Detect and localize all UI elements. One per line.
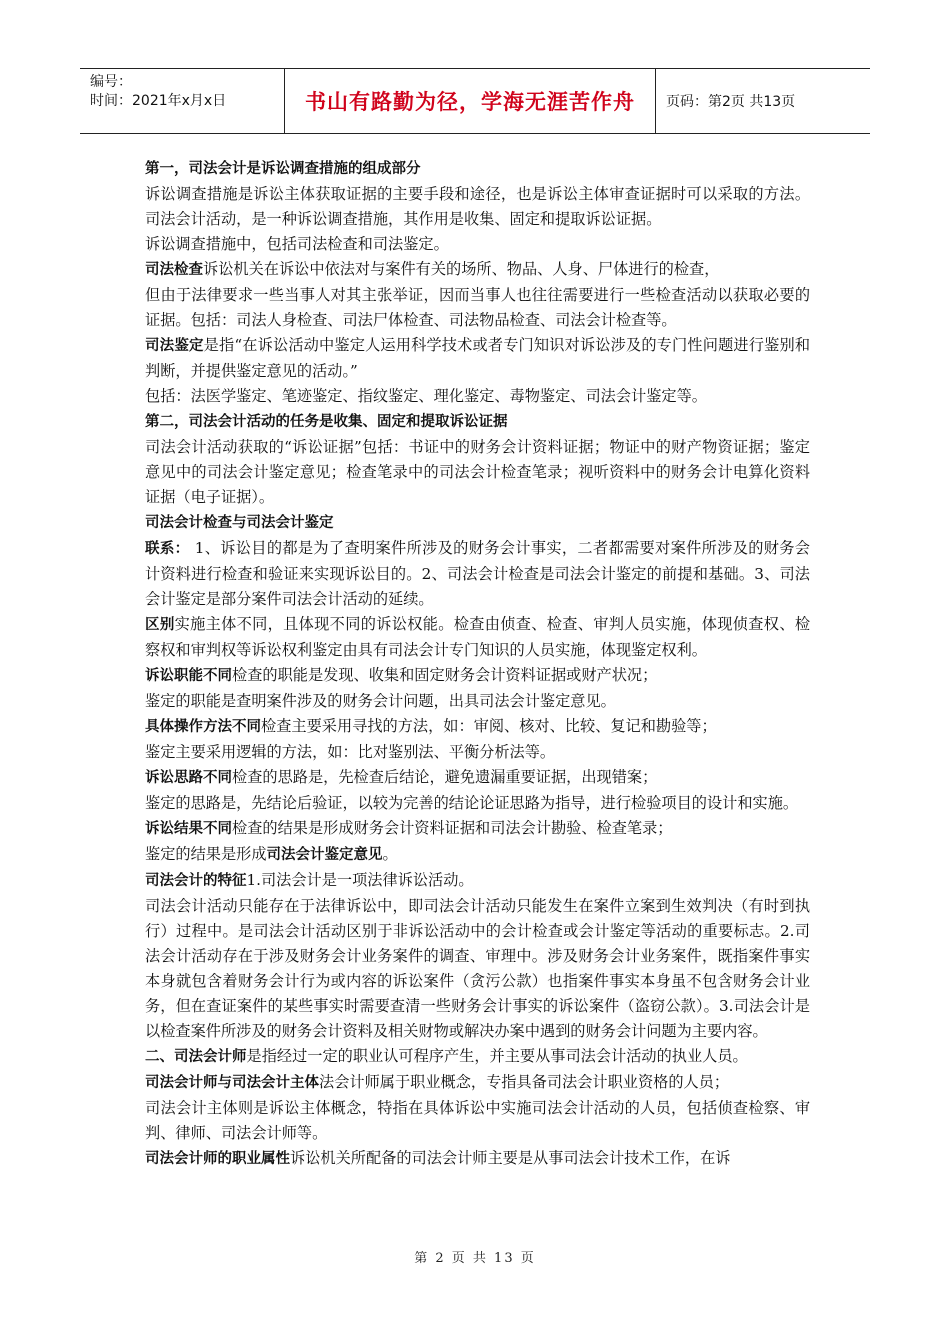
paragraph	[145, 714, 810, 740]
paragraph-text: 但由于法律要求一些当事人对其主张举证，因而当事人也往往需要进行一些检查活动以获取必要的证据。包括：司法人身检查、司法尸体检查、司法物品检查、司法会计检查等。	[145, 286, 810, 329]
paragraph	[145, 333, 810, 384]
bold-heading: 联系：	[145, 541, 190, 557]
paragraph-text: 检查的思路是，先检查后结论，避免遗漏重要证据，出现错案；	[232, 768, 658, 786]
header-motto: 书山有路勤为径，学海无涯苦作舟	[285, 69, 656, 133]
paragraph	[145, 232, 810, 257]
paragraph	[145, 1044, 810, 1070]
paragraph	[145, 894, 810, 1044]
paragraph-text: 检查主要采用寻找的方法，如：审阅、核对、比较、复记和勘验等；	[261, 717, 717, 735]
bold-heading: 司法会计师的职业属性	[145, 1151, 290, 1167]
paragraph-text: 1、诉讼目的都是为了查明案件所涉及的财务会计事实，二者都需要对案件所涉及的财务会计资料进行检查和验证来实现诉讼目的。2、司法会计检查是司法会计鉴定的前提和基础。3、司法会计鉴定是部分案件司法会计活动的延续。	[145, 539, 810, 608]
bold-heading: 诉讼结果不同	[145, 821, 232, 837]
date-label: 时间：2021年x月x日	[90, 93, 227, 109]
page-footer: 第 2 页 共 13 页	[414, 1251, 536, 1266]
bold-heading: 第一，司法会计是诉讼调查措施的组成部分	[145, 161, 421, 177]
bold-heading: 第二，司法会计活动的任务是收集、固定和提取诉讼证据	[145, 414, 508, 430]
code-label: 编号：	[90, 74, 132, 90]
bold-heading: 具体操作方法不同	[145, 719, 261, 735]
paragraph	[145, 536, 810, 612]
paragraph-text: 是指“在诉讼活动中鉴定人运用科学技术或者专门知识对诉讼涉及的专门性问题进行鉴别和判断，并提供鉴定意见的活动。”	[145, 336, 811, 380]
bold-heading: 司法会计鉴定意见	[266, 847, 383, 863]
paragraph-text: 司法会计主体则是诉讼主体概念，特指在具体诉讼中实施司法会计活动的人员，包括侦查检察、审判、律师、司法会计师等。	[145, 1099, 810, 1142]
paragraph-text: 。	[382, 845, 398, 863]
bold-heading: 二、司法会计师	[145, 1049, 247, 1065]
bold-heading: 司法检查	[145, 262, 203, 278]
paragraph	[145, 868, 810, 894]
header-page-label: 页码：第2页 共13页	[666, 94, 796, 110]
paragraph	[145, 1146, 810, 1172]
bold-heading: 诉讼思路不同	[145, 770, 232, 786]
paragraph-text: 鉴定的思路是，先结论后验证，以较为完善的结论论证思路为指导，进行检验项目的设计和实施。	[145, 794, 799, 812]
paragraph	[145, 663, 810, 689]
paragraph-text: 诉讼机关在诉讼中依法对与案件有关的场所、物品、人身、尸体进行的检查，	[203, 260, 720, 278]
paragraph-text: 鉴定主要采用逻辑的方法，如：比对鉴别法、平衡分析法等。	[145, 743, 556, 761]
paragraph	[145, 156, 810, 182]
document-body	[145, 156, 810, 1172]
bold-heading: 司法会计的特征	[145, 873, 247, 889]
paragraph-text: 鉴定的结果是形成	[145, 845, 267, 863]
bold-heading: 区别	[145, 617, 175, 633]
paragraph-text: 法会计师属于职业概念，专指具备司法会计职业资格的人员；	[319, 1073, 730, 1091]
paragraph-text: 诉讼调查措施中，包括司法检查和司法鉴定。	[145, 235, 449, 253]
header-meta	[80, 69, 285, 133]
paragraph-text: 实施主体不同，且体现不同的诉讼权能。检查由侦查、检查、审判人员实施，体现侦查权、检察权和审判权等诉讼权利鉴定由具有司法会计专门知识的人员实施，体现鉴定权利。	[145, 615, 811, 659]
paragraph-text: 1.司法会计是一项法律诉讼活动。	[246, 871, 474, 889]
page-header	[80, 68, 870, 134]
paragraph	[145, 689, 810, 714]
paragraph	[145, 765, 810, 791]
paragraph-text: 是指经过一定的职业认可程序产生，并主要从事司法会计活动的执业人员。	[246, 1047, 748, 1065]
paragraph-text: 司法会计活动获取的“诉讼证据”包括：书证中的财务会计资料证据；物证中的财产物资证据；鉴定意见中的司法会计鉴定意见；检查笔录中的司法会计检查笔录；视听资料中的财务会计电算化资料证据（电子证据）。	[145, 438, 810, 506]
paragraph-text: 检查的职能是发现、收集和固定财务会计资料证据或财产状况；	[232, 666, 658, 684]
paragraph	[145, 1096, 810, 1146]
paragraph	[145, 510, 810, 536]
paragraph	[145, 612, 810, 663]
paragraph-text: 诉讼机关所配备的司法会计师主要是从事司法会计技术工作，在诉	[290, 1149, 731, 1167]
paragraph	[145, 740, 810, 765]
paragraph	[145, 791, 810, 816]
paragraph	[145, 257, 810, 283]
paragraph-text: 鉴定的职能是查明案件涉及的财务会计问题，出具司法会计鉴定意见。	[145, 692, 616, 710]
paragraph-text: 检查的结果是形成财务会计资料证据和司法会计勘验、检查笔录；	[232, 819, 673, 837]
paragraph	[145, 283, 810, 333]
bold-heading: 司法会计师与司法会计主体	[145, 1075, 319, 1091]
paragraph	[145, 435, 810, 510]
paragraph	[145, 842, 810, 868]
paragraph	[145, 409, 810, 435]
bold-heading: 诉讼职能不同	[145, 668, 232, 684]
bold-heading: 司法会计检查与司法会计鉴定	[145, 515, 334, 531]
paragraph	[145, 182, 810, 232]
paragraph-text: 包括：法医学鉴定、笔迹鉴定、指纹鉴定、理化鉴定、毒物鉴定、司法会计鉴定等。	[145, 387, 707, 405]
paragraph	[145, 1070, 810, 1096]
paragraph	[145, 384, 810, 409]
paragraph-text: 司法会计活动只能存在于法律诉讼中，即司法会计活动只能发生在案件立案到生效判决（有时到执行）过程中。是司法会计活动区别于非诉讼活动中的会计检查或会计鉴定等活动的重要标志。2.司法会计活动存在于涉及财务会计业务案件的调查、审理中。涉及财务会计业务案件，既指案件事实本身就包含着财务会计行为或内容的诉讼案件（贪污公款）也指案件事实本身虽不包含财务会计业务，但在查证案件的某些事实时需要查清一些财务会计事实的诉讼案件（盗窃公款）。3.司法会计是以检查案件所涉及的财务会计资料及相关财物或解决办案中遇到的财务会计问题为主要内容。	[145, 897, 810, 1040]
bold-heading: 司法鉴定	[145, 338, 204, 354]
paragraph	[145, 816, 810, 842]
paragraph-text: 诉讼调查措施是诉讼主体获取证据的主要手段和途径，也是诉讼主体审查证据时可以采取的方法。司法会计活动，是一种诉讼调查措施，其作用是收集、固定和提取诉讼证据。	[145, 185, 810, 228]
